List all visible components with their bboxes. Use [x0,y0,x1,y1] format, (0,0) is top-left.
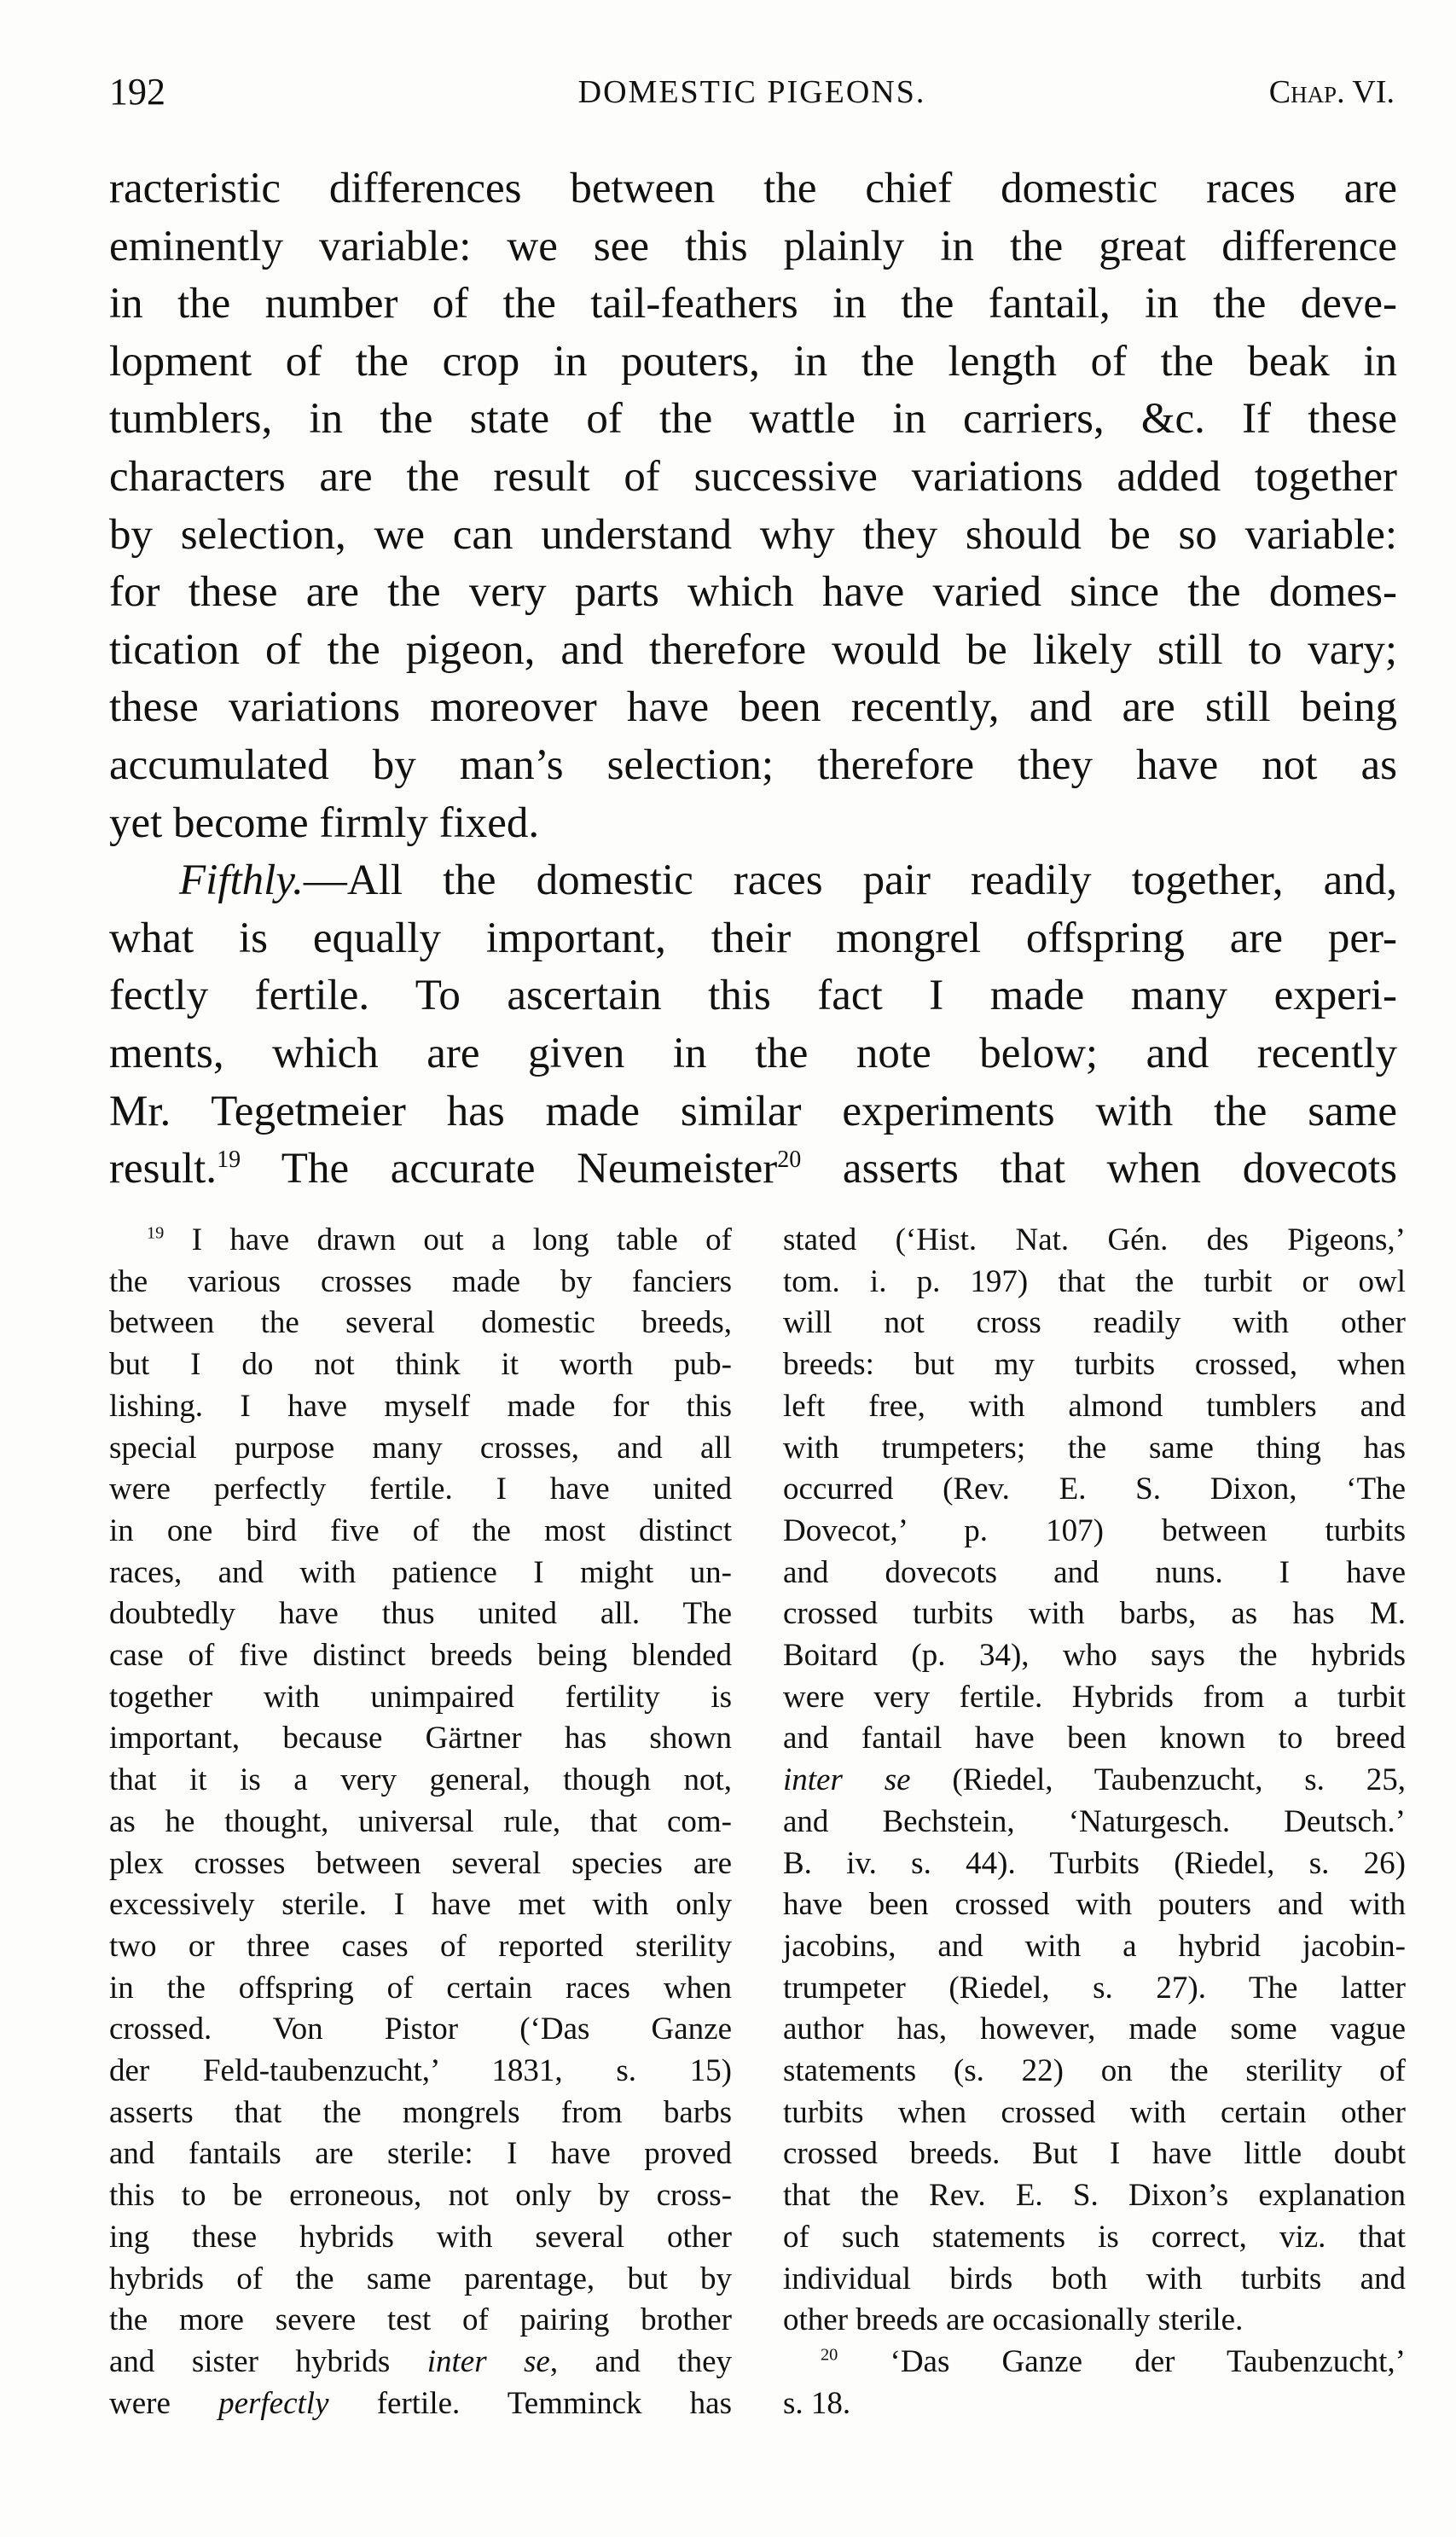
footnote-line: races, and with patience I might un- [109,1554,732,1590]
footnote-line [109,1220,732,1262]
footnote-column-right [783,1220,1406,2424]
footnote-line: other breeds are occasionally sterile. [783,2302,1244,2338]
footnote-line: have been crossed with pouters and with [783,1887,1406,1923]
footnote-line: author has, however, made some vague [783,2012,1406,2047]
footnote-line: crossed turbits with barbs, as has M. [783,1596,1406,1632]
footnote-line: together with unimpaired fertility is [109,1679,732,1715]
text-line: tumblers, in the state of the wattle in carriers, &c. If these [109,395,1397,444]
footnote-line [109,2383,732,2425]
text-span: The accurate Neumeister [241,1145,778,1193]
text-line: eminently variable: we see this plainly in the great difference [109,222,1397,270]
footnote-line: B. iv. s. 44). Turbits (Riedel, s. 26) [783,1845,1406,1881]
text-span: (Riedel, Taubenzucht, s. 25, [910,1762,1407,1798]
footnote-line: ing these hybrids with several other [109,2219,732,2255]
footnote-line: stated (‘Hist. Nat. Gén. des Pigeons,’ [783,1222,1406,1257]
text-line [109,852,1397,910]
footnote-line: that it is a very general, though not, [109,1762,732,1798]
footnote-line: and dovecots and nuns. I have [783,1554,1406,1590]
footnote-line: the various crosses made by fanciers [109,1263,732,1299]
text-line: these variations moreover have been recently, and are still being [109,683,1397,732]
text-span: ‘Das Ganze der Taubenzucht,’ [890,2343,1407,2379]
text-line: for these are the very parts which have varied since the domes- [109,568,1397,617]
footnote-line: plex crosses between several species are [109,1845,732,1881]
text-line: yet become firmly fixed. [109,798,540,847]
footnote-line: two or three cases of reported sterility [109,1928,732,1964]
footnote-column-left [109,1220,732,2424]
text-line: lopment of the crop in pouters, in the length of the beak in [109,337,1397,386]
footnote-line: and Bechstein, ‘Naturgesch. Deutsch.’ [783,1803,1406,1839]
text-line: fectly fertile. To ascertain this fact I made many experi- [109,972,1397,1020]
footnote-line: Dovecot,’ p. 107) between turbits [783,1512,1406,1548]
italic-span: inter se [783,1762,911,1798]
italic-span: perfectly [218,2385,329,2421]
paragraph-1 [109,160,1397,852]
footnote-line [783,2342,1406,2383]
footnote-line: statements (s. 22) on the sterility of [783,2053,1406,2089]
footnote-line: but I do not think it worth pub- [109,1347,732,1383]
text-line: by selection, we can understand why they should be so variable: [109,510,1397,559]
footnote-line: were very fertile. Hybrids from a turbit [783,1679,1406,1715]
text-line: Mr. Tegetmeier has made similar experiments with the same [109,1087,1397,1135]
fifthly-lead: Fifthly. [179,856,304,905]
text-line: what is equally important, their mongrel offspring are per- [109,914,1397,962]
footnote-line: and fantails are sterile: I have proved [109,2136,732,2172]
footnote-line: special purpose many crosses, and all [109,1430,732,1466]
text-span: —All the domestic races pair readily together, and, [303,856,1397,905]
footnote-ref-19[interactable]: 19 [217,1147,241,1174]
footnote-line: between the several domestic breeds, [109,1305,732,1341]
text-span: were [109,2385,219,2421]
text-line [109,1141,1397,1199]
text-line: characters are the result of successive variations added together [109,452,1397,501]
text-span: asserts that when dovecots [801,1145,1398,1193]
footnote-line: crossed breeds. But I have little doubt [783,2136,1406,2172]
footnote-number-19: 19 [147,1223,165,1243]
footnote-line [783,1760,1406,1802]
footnote-number-20: 20 [821,2345,838,2365]
footnote-line: of such statements is correct, viz. that [783,2219,1406,2255]
footnote-ref-20[interactable]: 20 [777,1147,802,1174]
text-line: ments, which are given in the note below; and recently [109,1029,1397,1077]
footnote-line: in one bird five of the most distinct [109,1512,732,1548]
page-number: 192 [109,71,165,113]
running-title: DOMESTIC PIGEONS. [577,74,926,110]
chapter-label: Chap. VI. [1268,74,1395,110]
footnote-line: Boitard (p. 34), who says the hybrids [783,1638,1406,1674]
text-line: accumulated by man’s selection; therefore they have not as [109,740,1397,789]
footnote-line: in the offspring of certain races when [109,1970,732,2006]
footnote-line: the more severe test of pairing brother [109,2302,732,2338]
footnote-line: s. 18. [783,2385,851,2421]
footnote-line: and fantail have been known to breed [783,1721,1406,1756]
footnote-line: lishing. I have myself made for this [109,1388,732,1424]
text-span: result. [109,1145,218,1193]
footnote-line: breeds: but my turbits crossed, when [783,1347,1406,1383]
footnote-line: were perfectly fertile. I have united [109,1472,732,1507]
footnote-line: crossed. Von Pistor (‘Das Ganze [109,2012,732,2047]
footnotes [109,1220,1407,2457]
footnote-line: turbits when crossed with certain other [783,2094,1406,2130]
footnote-line: jacobins, and with a hybrid jacobin- [783,1928,1406,1964]
footnote-line: with trumpeters; the same thing has [783,1430,1406,1466]
footnote-line [109,2342,732,2383]
footnote-line: doubtedly have thus united all. The [109,1596,732,1632]
footnote-line: left free, with almond tumblers and [783,1388,1406,1424]
main-text [109,160,1397,1199]
text-span: I have drawn out a long table of [191,1222,733,1257]
text-line: racteristic differences between the chief domestic races are [109,165,1397,212]
footnote-line: tom. i. p. 197) that the turbit or owl [783,1263,1406,1299]
paragraph-2 [109,852,1397,1199]
footnote-line: occurred (Rev. E. S. Dixon, ‘The [783,1472,1406,1507]
footnote-line: as he thought, universal rule, that com- [109,1803,732,1839]
page-header [109,70,1395,121]
footnote-line: der Feld-taubenzucht,’ 1831, s. 15) [109,2053,732,2089]
footnote-line: case of five distinct breeds being blended [109,1638,732,1674]
text-span: fertile. Temminck has [328,2385,732,2421]
text-line: in the number of the tail-feathers in the fantail, in the deve- [109,280,1397,328]
text-span: , and they [549,2343,732,2379]
italic-span: inter se [426,2343,550,2379]
footnote-line: excessively sterile. I have met with only [109,1887,732,1923]
footnote-line: will not cross readily with other [783,1305,1406,1341]
footnote-line: important, because Gärtner has shown [109,1721,732,1756]
footnote-line: this to be erroneous, not only by cross- [109,2178,732,2214]
footnote-line: hybrids of the same parentage, but by [109,2261,732,2296]
text-line: tication of the pigeon, and therefore would be likely still to vary; [109,625,1397,674]
footnote-line: asserts that the mongrels from barbs [109,2094,732,2130]
footnote-line: that the Rev. E. S. Dixon’s explanation [783,2178,1406,2214]
footnote-line: individual birds both with turbits and [783,2261,1406,2296]
text-span: and sister hybrids [109,2343,427,2379]
footnote-line: trumpeter (Riedel, s. 27). The latter [783,1970,1406,2006]
